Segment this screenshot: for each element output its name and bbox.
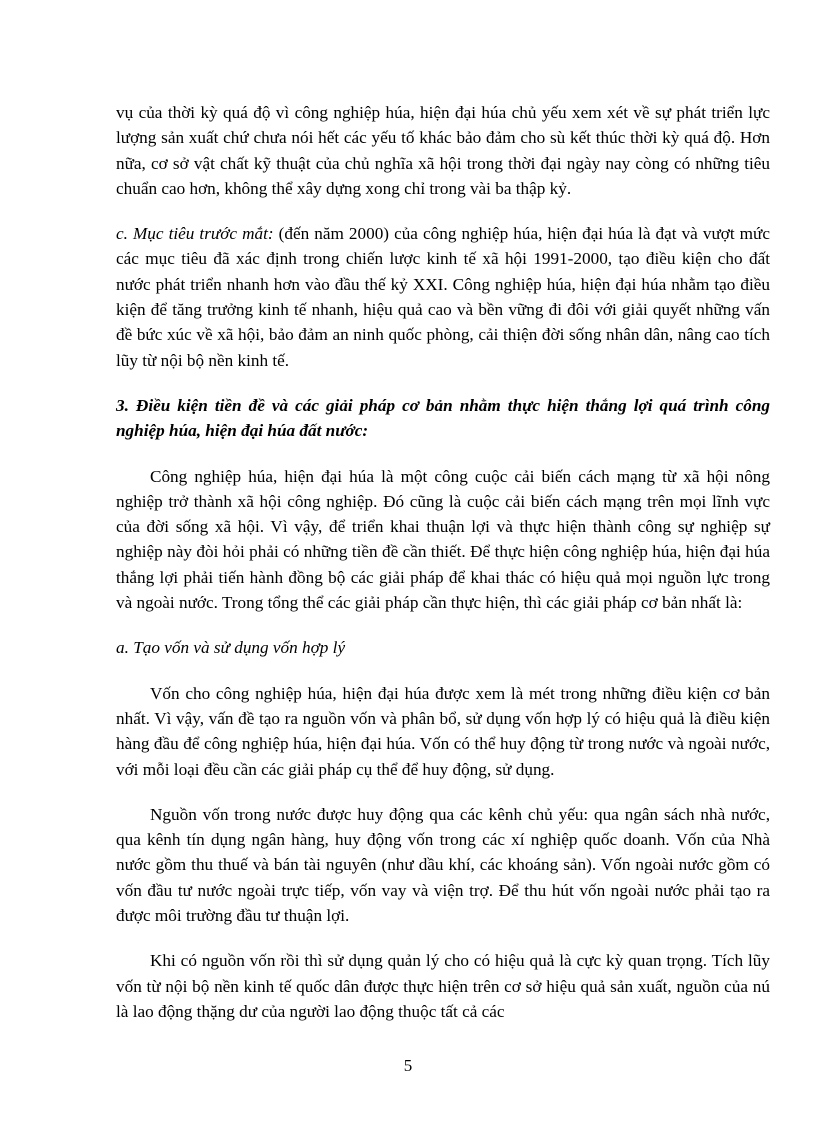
paragraph-capital: Vốn cho công nghiệp húa, hiện đại húa được xem là mét trong những điều kiện cơ bản nhất. Vì vậy, vấn đề tạo ra nguồn vốn và phân bổ, sử dụng vốn hợp lý có hiệu quả là điều kiện hàng đầu để công nghiệp húa, hiện đại húa. Vốn có thể huy động từ trong nước và ngoài nước, với mỗi loại đều cần các giải pháp cụ thể để huy động, sử dụng. (116, 683, 770, 779)
paragraph-continuation: vụ của thời kỳ quá độ vì công nghiệp húa, hiện đại húa chủ yếu xem xét về sự phát triển lực lượng sản xuất chứ chưa nói hết các yếu tố khác bảo đảm cho sù kết thúc thời kỳ quá độ. Hơn nữa, cơ sở vật chất kỹ thuật của chủ nghĩa xã hội trong thời đại ngày nay còng có những tiêu chuẩn cao hơn, không thể xây dựng xong chỉ trong vài ba thập kỷ. (116, 103, 770, 198)
paragraph-capital-management: Khi có nguồn vốn rồi thì sử dụng quản lý cho có hiệu quả là cực kỳ quan trọng. Tích lũy vốn từ nội bộ nền kinh tế quốc dân được thực hiện trên cơ sở hiệu quả sản xuất, nguồn của nú là lao động thặng dư của người lao động thuộc tất cả các (116, 951, 770, 1021)
paragraph-domestic-capital: Nguồn vốn trong nước được huy động qua các kênh chủ yếu: qua ngân sách nhà nước, qua kênh tín dụng ngân hàng, huy động vốn trong các xí nghiệp quốc doanh. Vốn của Nhà nước gồm thu thuế và bán tài nguyên (như dầu khí, các khoáng sản). Vốn ngoài nước gồm có vốn đầu tư nước ngoài trực tiếp, vốn vay và viện trợ. Để thu hút vốn ngoài nước phải tạo ra được môi trường đầu tư thuận lợi. (116, 804, 770, 926)
immediate-goal-text: (đến năm 2000) của công nghiệp húa, hiện đại húa là đạt và vượt mức các mục tiêu đã xác định trong chiến lược kinh tế xã hội 1991-2000, tạo điều kiện cho đất nước phát triển nhanh hơn vào đầu thế kỷ XXI. Công nghiệp húa, hiện đại húa nhằm tạo điều kiện để tăng trưởng kinh tế nhanh, hiệu quả cao và bền vững đi đôi với giải quyết những vấn đề bức xúc về xã hội, bảo đảm an ninh quốc phòng, cải thiện đời sống nhân dân, nâng cao tích lũy từ nội bộ nền kinh tế. (116, 224, 770, 370)
subheading-a: a. Tạo vốn và sử dụng vốn hợp lý (116, 638, 346, 658)
immediate-goal-label: c. Mục tiêu trước mắt: (116, 224, 274, 244)
section-3-heading: 3. Điều kiện tiền đề và các giải pháp cơ bản nhằm thực hiện thắng lợi quá trình công nghiệp húa, hiện đại húa đất nước: (116, 395, 770, 441)
page-content (116, 100, 770, 1024)
paragraph-immediate-goal (116, 221, 770, 373)
page-number: 5 (403, 1056, 413, 1075)
paragraph-industrialization-intro: Công nghiệp húa, hiện đại húa là một công cuộc cải biến cách mạng từ xã hội nông nghiệp trở thành xã hội công nghiệp. Đó cũng là cuộc cải biến cách mạng trên mọi lĩnh vực của đời sống xã hội. Vì vậy, để triển khai thuận lợi và thực hiện thành công sự nghiệp sự nghiệp này đòi hỏi phải có những tiền đề cần thiết. Để thực hiện công nghiệp húa, hiện đại húa thắng lợi phải tiến hành đồng bộ các giải pháp để khai thác có hiệu quả mọi nguồn lực trong và ngoài nước. Trong tổng thể các giải pháp cần thực hiện, thì các giải pháp cơ bản nhất là: (116, 466, 770, 613)
